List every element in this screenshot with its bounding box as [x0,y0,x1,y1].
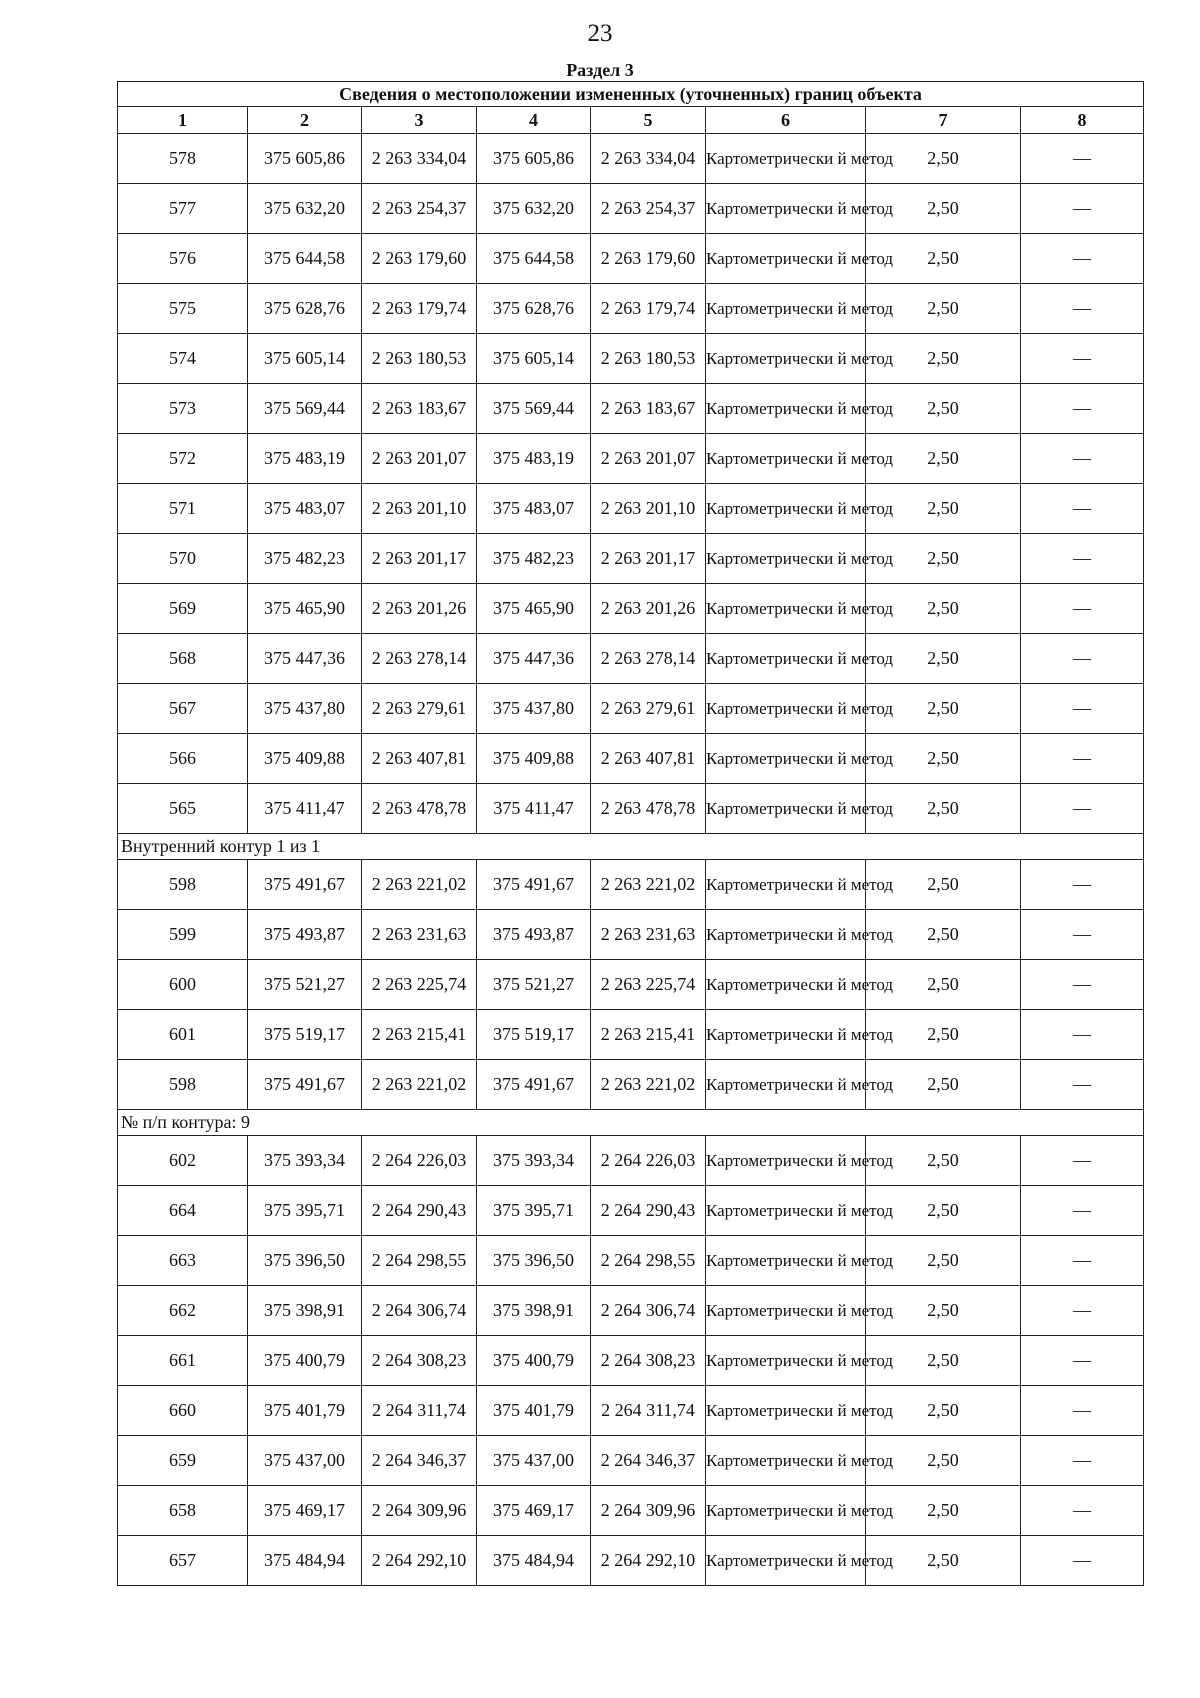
accuracy-cell: 2,50 [866,1186,1021,1236]
x-coordinate-cell: 375 400,79 [248,1336,362,1386]
point-number-cell: 660 [118,1386,248,1436]
accuracy-cell: 2,50 [866,860,1021,910]
x-coordinate-cell: 375 605,86 [248,134,362,184]
description-cell: — [1021,1486,1144,1536]
description-cell: — [1021,860,1144,910]
y-coordinate-cell: 2 264 298,55 [362,1236,477,1286]
point-number-cell: 657 [118,1536,248,1586]
method-cell: Картометрически й метод [706,534,866,584]
method-cell: Картометрически й метод [706,1486,866,1536]
description-cell: — [1021,684,1144,734]
table-row [118,1236,1144,1286]
x-coordinate-new-cell: 375 411,47 [477,784,591,834]
description-cell: — [1021,584,1144,634]
y-coordinate-new-cell: 2 263 215,41 [591,1010,706,1060]
table-row [118,1136,1144,1186]
point-number-cell: 576 [118,234,248,284]
x-coordinate-new-cell: 375 519,17 [477,1010,591,1060]
method-cell: Картометрически й метод [706,384,866,434]
method-cell: Картометрически й метод [706,584,866,634]
method-cell: Картометрически й метод [706,1136,866,1186]
y-coordinate-cell: 2 263 183,67 [362,384,477,434]
accuracy-cell: 2,50 [866,234,1021,284]
y-coordinate-cell: 2 263 215,41 [362,1010,477,1060]
x-coordinate-cell: 375 644,58 [248,234,362,284]
x-coordinate-new-cell: 375 409,88 [477,734,591,784]
method-cell: Картометрически й метод [706,960,866,1010]
x-coordinate-cell: 375 437,80 [248,684,362,734]
description-cell: — [1021,910,1144,960]
method-cell: Картометрически й метод [706,634,866,684]
x-coordinate-new-cell: 375 398,91 [477,1286,591,1336]
y-coordinate-new-cell: 2 263 225,74 [591,960,706,1010]
x-coordinate-new-cell: 375 569,44 [477,384,591,434]
description-cell: — [1021,1010,1144,1060]
y-coordinate-cell: 2 264 306,74 [362,1286,477,1336]
method-cell: Картометрически й метод [706,784,866,834]
point-number-cell: 662 [118,1286,248,1336]
y-coordinate-new-cell: 2 263 221,02 [591,1060,706,1110]
point-number-cell: 567 [118,684,248,734]
x-coordinate-new-cell: 375 491,67 [477,1060,591,1110]
point-number-cell: 659 [118,1436,248,1486]
x-coordinate-cell: 375 396,50 [248,1236,362,1286]
x-coordinate-new-cell: 375 401,79 [477,1386,591,1436]
y-coordinate-cell: 2 263 225,74 [362,960,477,1010]
description-cell: — [1021,1386,1144,1436]
accuracy-cell: 2,50 [866,1236,1021,1286]
description-cell: — [1021,734,1144,784]
y-coordinate-cell: 2 263 221,02 [362,860,477,910]
y-coordinate-new-cell: 2 264 292,10 [591,1536,706,1586]
x-coordinate-cell: 375 519,17 [248,1010,362,1060]
y-coordinate-new-cell: 2 263 407,81 [591,734,706,784]
y-coordinate-cell: 2 264 226,03 [362,1136,477,1186]
accuracy-cell: 2,50 [866,1436,1021,1486]
y-coordinate-cell: 2 263 221,02 [362,1060,477,1110]
x-coordinate-new-cell: 375 644,58 [477,234,591,284]
table-row [118,1010,1144,1060]
method-cell: Картометрически й метод [706,234,866,284]
table-row [118,1486,1144,1536]
y-coordinate-cell: 2 263 407,81 [362,734,477,784]
table-caption: Сведения о местоположении измененных (уточненных) границ объекта [118,82,1144,107]
method-cell: Картометрически й метод [706,1186,866,1236]
table-row [118,910,1144,960]
table-caption-row [118,82,1144,107]
accuracy-cell: 2,50 [866,434,1021,484]
method-cell: Картометрически й метод [706,184,866,234]
y-coordinate-new-cell: 2 263 278,14 [591,634,706,684]
description-cell: — [1021,184,1144,234]
method-cell: Картометрически й метод [706,284,866,334]
point-number-cell: 569 [118,584,248,634]
x-coordinate-new-cell: 375 521,27 [477,960,591,1010]
x-coordinate-cell: 375 605,14 [248,334,362,384]
y-coordinate-new-cell: 2 263 279,61 [591,684,706,734]
x-coordinate-cell: 375 484,94 [248,1536,362,1586]
y-coordinate-cell: 2 263 334,04 [362,134,477,184]
table-row [118,434,1144,484]
accuracy-cell: 2,50 [866,384,1021,434]
method-cell: Картометрически й метод [706,334,866,384]
x-coordinate-cell: 375 632,20 [248,184,362,234]
y-coordinate-new-cell: 2 264 311,74 [591,1386,706,1436]
y-coordinate-cell: 2 263 278,14 [362,634,477,684]
y-coordinate-new-cell: 2 263 179,74 [591,284,706,334]
column-header: 6 [706,107,866,134]
y-coordinate-cell: 2 264 290,43 [362,1186,477,1236]
method-cell: Картометрически й метод [706,1236,866,1286]
accuracy-cell: 2,50 [866,1010,1021,1060]
x-coordinate-cell: 375 628,76 [248,284,362,334]
x-coordinate-new-cell: 375 483,07 [477,484,591,534]
y-coordinate-cell: 2 264 346,37 [362,1436,477,1486]
column-header: 5 [591,107,706,134]
table-row [118,484,1144,534]
column-header: 8 [1021,107,1144,134]
y-coordinate-cell: 2 263 180,53 [362,334,477,384]
y-coordinate-new-cell: 2 264 226,03 [591,1136,706,1186]
x-coordinate-new-cell: 375 395,71 [477,1186,591,1236]
point-number-cell: 599 [118,910,248,960]
accuracy-cell: 2,50 [866,334,1021,384]
y-coordinate-new-cell: 2 263 179,60 [591,234,706,284]
y-coordinate-new-cell: 2 264 298,55 [591,1236,706,1286]
y-coordinate-cell: 2 263 231,63 [362,910,477,960]
accuracy-cell: 2,50 [866,134,1021,184]
y-coordinate-new-cell: 2 264 308,23 [591,1336,706,1386]
table-row [118,534,1144,584]
point-number-cell: 602 [118,1136,248,1186]
point-number-cell: 573 [118,384,248,434]
method-cell: Картометрически й метод [706,684,866,734]
y-coordinate-cell: 2 264 311,74 [362,1386,477,1436]
description-cell: — [1021,434,1144,484]
x-coordinate-cell: 375 491,67 [248,1060,362,1110]
point-number-cell: 577 [118,184,248,234]
description-cell: — [1021,234,1144,284]
table-row [118,234,1144,284]
description-cell: — [1021,1536,1144,1586]
table-row [118,134,1144,184]
point-number-cell: 565 [118,784,248,834]
accuracy-cell: 2,50 [866,1536,1021,1586]
point-number-cell: 663 [118,1236,248,1286]
method-cell: Картометрически й метод [706,484,866,534]
y-coordinate-cell: 2 263 279,61 [362,684,477,734]
x-coordinate-cell: 375 569,44 [248,384,362,434]
x-coordinate-cell: 375 409,88 [248,734,362,784]
x-coordinate-cell: 375 447,36 [248,634,362,684]
contour-heading: Внутренний контур 1 из 1 [118,834,1144,860]
table-row [118,860,1144,910]
table-row [118,1286,1144,1336]
y-coordinate-new-cell: 2 263 201,07 [591,434,706,484]
point-number-cell: 658 [118,1486,248,1536]
y-coordinate-new-cell: 2 263 254,37 [591,184,706,234]
description-cell: — [1021,634,1144,684]
method-cell: Картометрически й метод [706,1286,866,1336]
y-coordinate-new-cell: 2 263 478,78 [591,784,706,834]
y-coordinate-new-cell: 2 263 180,53 [591,334,706,384]
x-coordinate-new-cell: 375 400,79 [477,1336,591,1386]
accuracy-cell: 2,50 [866,184,1021,234]
method-cell: Картометрически й метод [706,1336,866,1386]
table-row [118,1386,1144,1436]
accuracy-cell: 2,50 [866,684,1021,734]
accuracy-cell: 2,50 [866,484,1021,534]
y-coordinate-cell: 2 263 201,17 [362,534,477,584]
x-coordinate-new-cell: 375 447,36 [477,634,591,684]
description-cell: — [1021,134,1144,184]
x-coordinate-new-cell: 375 469,17 [477,1486,591,1536]
accuracy-cell: 2,50 [866,1060,1021,1110]
y-coordinate-new-cell: 2 263 201,17 [591,534,706,584]
accuracy-cell: 2,50 [866,910,1021,960]
point-number-cell: 571 [118,484,248,534]
x-coordinate-new-cell: 375 628,76 [477,284,591,334]
y-coordinate-cell: 2 263 179,60 [362,234,477,284]
method-cell: Картометрически й метод [706,134,866,184]
table-row [118,384,1144,434]
description-cell: — [1021,284,1144,334]
table-row [118,1536,1144,1586]
description-cell: — [1021,1286,1144,1336]
x-coordinate-cell: 375 437,00 [248,1436,362,1486]
point-number-cell: 578 [118,134,248,184]
method-cell: Картометрически й метод [706,1536,866,1586]
table-row [118,734,1144,784]
point-number-cell: 598 [118,860,248,910]
x-coordinate-new-cell: 375 605,86 [477,134,591,184]
y-coordinate-new-cell: 2 263 221,02 [591,860,706,910]
accuracy-cell: 2,50 [866,284,1021,334]
y-coordinate-new-cell: 2 263 201,10 [591,484,706,534]
table-row [118,1336,1144,1386]
x-coordinate-new-cell: 375 632,20 [477,184,591,234]
column-header: 2 [248,107,362,134]
page-number: 23 [587,20,613,47]
x-coordinate-cell: 375 395,71 [248,1186,362,1236]
description-cell: — [1021,534,1144,584]
table-row [118,634,1144,684]
method-cell: Картометрически й метод [706,1386,866,1436]
x-coordinate-new-cell: 375 393,34 [477,1136,591,1186]
x-coordinate-new-cell: 375 493,87 [477,910,591,960]
x-coordinate-cell: 375 469,17 [248,1486,362,1536]
contour-heading: № п/п контура: 9 [118,1110,1144,1136]
method-cell: Картометрически й метод [706,910,866,960]
accuracy-cell: 2,50 [866,1286,1021,1336]
column-header: 4 [477,107,591,134]
point-number-cell: 575 [118,284,248,334]
contour-heading-row [118,834,1144,860]
table-header-row [118,107,1144,134]
point-number-cell: 568 [118,634,248,684]
x-coordinate-cell: 375 483,07 [248,484,362,534]
x-coordinate-new-cell: 375 437,80 [477,684,591,734]
x-coordinate-cell: 375 483,19 [248,434,362,484]
y-coordinate-cell: 2 264 308,23 [362,1336,477,1386]
point-number-cell: 600 [118,960,248,1010]
y-coordinate-cell: 2 263 254,37 [362,184,477,234]
y-coordinate-new-cell: 2 264 290,43 [591,1186,706,1236]
y-coordinate-cell: 2 264 309,96 [362,1486,477,1536]
description-cell: — [1021,1060,1144,1110]
x-coordinate-new-cell: 375 482,23 [477,534,591,584]
y-coordinate-new-cell: 2 263 201,26 [591,584,706,634]
y-coordinate-new-cell: 2 263 183,67 [591,384,706,434]
table-row [118,1060,1144,1110]
accuracy-cell: 2,50 [866,960,1021,1010]
method-cell: Картометрически й метод [706,434,866,484]
table-row [118,184,1144,234]
table-row [118,584,1144,634]
column-header: 1 [118,107,248,134]
y-coordinate-cell: 2 263 201,07 [362,434,477,484]
description-cell: — [1021,1436,1144,1486]
accuracy-cell: 2,50 [866,1386,1021,1436]
method-cell: Картометрически й метод [706,1010,866,1060]
point-number-cell: 664 [118,1186,248,1236]
point-number-cell: 601 [118,1010,248,1060]
coordinates-table [117,81,1144,1586]
point-number-cell: 598 [118,1060,248,1110]
accuracy-cell: 2,50 [866,1136,1021,1186]
table-row [118,1436,1144,1486]
table-row [118,284,1144,334]
accuracy-cell: 2,50 [866,584,1021,634]
method-cell: Картометрически й метод [706,734,866,784]
accuracy-cell: 2,50 [866,1336,1021,1386]
table-row [118,784,1144,834]
accuracy-cell: 2,50 [866,784,1021,834]
table-row [118,960,1144,1010]
point-number-cell: 566 [118,734,248,784]
section-title: Раздел 3 [566,60,634,80]
accuracy-cell: 2,50 [866,534,1021,584]
x-coordinate-new-cell: 375 491,67 [477,860,591,910]
point-number-cell: 570 [118,534,248,584]
x-coordinate-cell: 375 398,91 [248,1286,362,1336]
contour-heading-row [118,1110,1144,1136]
y-coordinate-cell: 2 263 478,78 [362,784,477,834]
x-coordinate-new-cell: 375 437,00 [477,1436,591,1486]
point-number-cell: 574 [118,334,248,384]
x-coordinate-cell: 375 493,87 [248,910,362,960]
description-cell: — [1021,1336,1144,1386]
description-cell: — [1021,1236,1144,1286]
description-cell: — [1021,484,1144,534]
y-coordinate-cell: 2 264 292,10 [362,1536,477,1586]
method-cell: Картометрически й метод [706,1060,866,1110]
description-cell: — [1021,1136,1144,1186]
x-coordinate-cell: 375 482,23 [248,534,362,584]
x-coordinate-cell: 375 521,27 [248,960,362,1010]
accuracy-cell: 2,50 [866,734,1021,784]
y-coordinate-new-cell: 2 263 231,63 [591,910,706,960]
y-coordinate-new-cell: 2 264 306,74 [591,1286,706,1336]
x-coordinate-cell: 375 465,90 [248,584,362,634]
y-coordinate-new-cell: 2 263 334,04 [591,134,706,184]
x-coordinate-new-cell: 375 465,90 [477,584,591,634]
description-cell: — [1021,384,1144,434]
table-row [118,684,1144,734]
x-coordinate-cell: 375 393,34 [248,1136,362,1186]
description-cell: — [1021,784,1144,834]
accuracy-cell: 2,50 [866,634,1021,684]
x-coordinate-new-cell: 375 484,94 [477,1536,591,1586]
point-number-cell: 661 [118,1336,248,1386]
x-coordinate-new-cell: 375 605,14 [477,334,591,384]
method-cell: Картометрически й метод [706,860,866,910]
description-cell: — [1021,960,1144,1010]
accuracy-cell: 2,50 [866,1486,1021,1536]
table-row [118,1186,1144,1236]
description-cell: — [1021,1186,1144,1236]
point-number-cell: 572 [118,434,248,484]
table-row [118,334,1144,384]
y-coordinate-cell: 2 263 201,26 [362,584,477,634]
y-coordinate-new-cell: 2 264 309,96 [591,1486,706,1536]
column-header: 7 [866,107,1021,134]
column-header: 3 [362,107,477,134]
x-coordinate-cell: 375 401,79 [248,1386,362,1436]
y-coordinate-cell: 2 263 201,10 [362,484,477,534]
description-cell: — [1021,334,1144,384]
y-coordinate-cell: 2 263 179,74 [362,284,477,334]
method-cell: Картометрически й метод [706,1436,866,1486]
x-coordinate-cell: 375 491,67 [248,860,362,910]
x-coordinate-cell: 375 411,47 [248,784,362,834]
y-coordinate-new-cell: 2 264 346,37 [591,1436,706,1486]
x-coordinate-new-cell: 375 483,19 [477,434,591,484]
x-coordinate-new-cell: 375 396,50 [477,1236,591,1286]
